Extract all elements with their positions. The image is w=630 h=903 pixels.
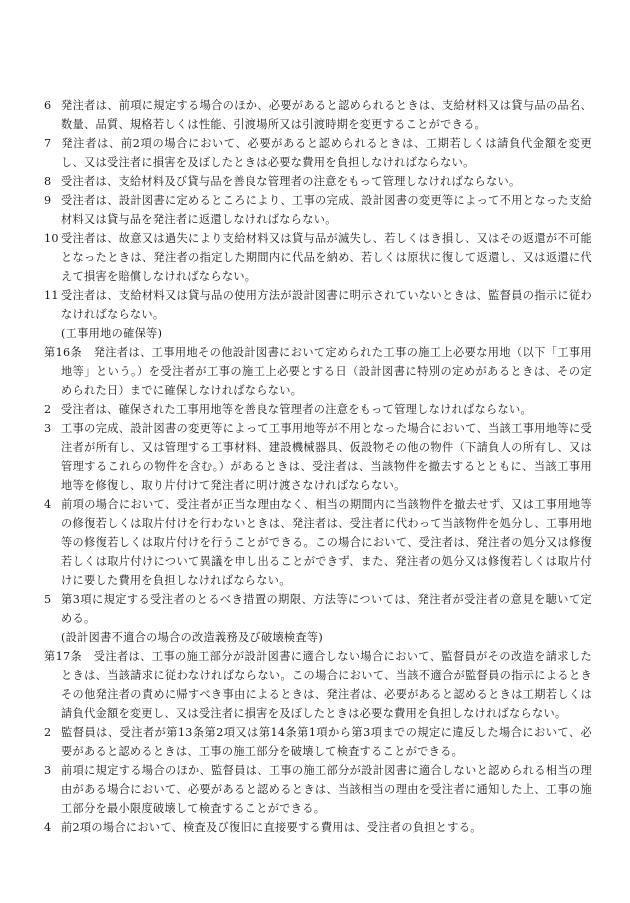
paragraph-text: 前2項の場合において、検査及び復旧に直接要する費用は、受注者の負担とする。	[61, 821, 482, 834]
paragraph-text: 発注者は、前2項の場合において、必要があると認められるときは、工期若しくは請負代金額を変更し、又は受注者に損害を及ぼしたときは必要な費用を負担しなければならない。	[61, 137, 592, 169]
paragraph-number: 7	[44, 137, 52, 150]
paragraph-number: 2	[44, 726, 52, 739]
paragraph-item-8	[44, 172, 592, 191]
paragraph-number: 6	[44, 99, 52, 112]
article-text: 受注者は、工事の施工部分が設計図書に適合しない場合において、監督員がその改造を請求したときは、当該請求に従わなければならない。この場合において、当該不適合が監督員の指示によるときその他発注者の責めに帰すべき事由によるときは、発注者は、必要があると認めるときは工期若しくは請負代金額を変更し、又は受注者に損害を及ぼしたときは必要な費用を負担しなければならない。	[61, 650, 592, 720]
paragraph-text: 受注者は、設計図書に定めるところにより、工事の完成、設計図書の変更等によって不用となった支給材料又は貸与品を発注者に返還しなければならない。	[61, 194, 592, 226]
article-text: 発注者は、工事用地その他設計図書において定められた工事の施工上必要な用地（以下「工事用地等」という。）を受注者が工事の施工上必要とする日（設計図書に特別の定めがあるときは、その定められた日）までに確保しなければならない。	[61, 346, 592, 397]
paragraph-number: 3	[44, 422, 52, 435]
paragraph-text: 第3項に規定する受注者のとるべき措置の期限、方法等については、発注者が受注者の意見を聴いて定める。	[61, 593, 592, 625]
paragraph-text: 受注者は、支給材料及び貸与品を善良な管理者の注意をもって管理しなければならない。	[61, 175, 521, 188]
article-number: 第16条	[44, 346, 83, 359]
paragraph-number: 2	[44, 403, 52, 416]
paragraph-text: 受注者は、確保された工事用地等を善良な管理者の注意をもって管理しなければならない。	[61, 403, 532, 416]
paragraph-text: 前項に規定する場合のほか、監督員は、工事の施工部分が設計図書に適合しないと認められる相当の理由がある場合において、必要があると認めるときは、当該相当の理由を受注者に通知した上、工事の施工部分を最小限度破壊して検査することができる。	[61, 764, 592, 815]
article-heading-nonconformity: (設計図書不適合の場合の改造義務及び破壊検査等)	[61, 631, 324, 644]
article-heading-land-securing: (工事用地の確保等)	[61, 327, 163, 340]
paragraph-text: 工事の完成、設計図書の変更等によって工事用地等が不用となった場合において、当該工事用地等に受注者が所有し、又は管理する工事材料、建設機械器具、仮設物その他の物件（下請負人の所有し、又は管理するこれらの物件を含む。）があるときは、受注者は、当該物件を撤去するとともに、当該工事用地等を修復し、取り片付けて発注者に明け渡さなければならない。	[61, 422, 592, 492]
paragraph-number: 4	[44, 821, 52, 834]
paragraph-text: 発注者は、前項に規定する場合のほか、必要があると認められるときは、支給材料又は貸与品の品名、数量、品質、規格若しくは性能、引渡場所又は引渡時期を変更することができる。	[61, 99, 592, 131]
paragraph-17-3	[44, 761, 592, 818]
paragraph-number: 5	[44, 593, 52, 606]
paragraph-16-3	[44, 419, 592, 495]
paragraph-number: 10	[44, 232, 59, 245]
paragraph-number: 3	[44, 764, 52, 777]
paragraph-number: 9	[44, 194, 52, 207]
paragraph-item-9	[44, 191, 592, 229]
paragraph-text: 前項の場合において、受注者が正当な理由なく、相当の期間内に当該物件を撤去せず、又は工事用地等の修復若しくは取片付けを行わないときは、発注者は、受注者に代わって当該物件を処分し、工事用地等の修復若しくは取片付けを行うことができる。この場合において、受注者は、発注者の処分又は修復若しくは取片付けについて異議を申し出ることができず、また、発注者の処分又は修復若しくは取片付けに要した費用を負担しなければならない。	[61, 498, 592, 587]
paragraph-number: 8	[44, 175, 52, 188]
paragraph-16-5	[44, 590, 592, 628]
article-17	[44, 647, 592, 723]
paragraph-item-6	[44, 96, 592, 134]
paragraph-17-4	[44, 818, 592, 837]
document-body	[44, 96, 592, 837]
paragraph-16-4	[44, 495, 592, 590]
paragraph-17-2	[44, 723, 592, 761]
article-16	[44, 343, 592, 400]
paragraph-text: 受注者は、支給材料又は貸与品の使用方法が設計図書に明示されていないときは、監督員の指示に従わなければならない。	[61, 289, 592, 321]
paragraph-item-10	[44, 229, 592, 286]
paragraph-item-11	[44, 286, 592, 324]
paragraph-number: 4	[44, 498, 52, 511]
paragraph-text: 受注者は、故意又は過失により支給材料又は貸与品が滅失し、若しくはき損し、又はその返還が不可能となったときは、発注者の指定した期間内に代品を納め、若しくは原状に復して返還し、又は返還に代えて損害を賠償しなければならない。	[61, 232, 592, 283]
paragraph-number: 11	[44, 289, 59, 302]
paragraph-text: 監督員は、受注者が第13条第2項又は第14条第1項から第3項までの規定に違反した場合において、必要があると認めるときは、工事の施工部分を破壊して検査することができる。	[61, 726, 592, 758]
paragraph-16-2	[44, 400, 592, 419]
paragraph-item-7	[44, 134, 592, 172]
article-number: 第17条	[44, 650, 83, 663]
